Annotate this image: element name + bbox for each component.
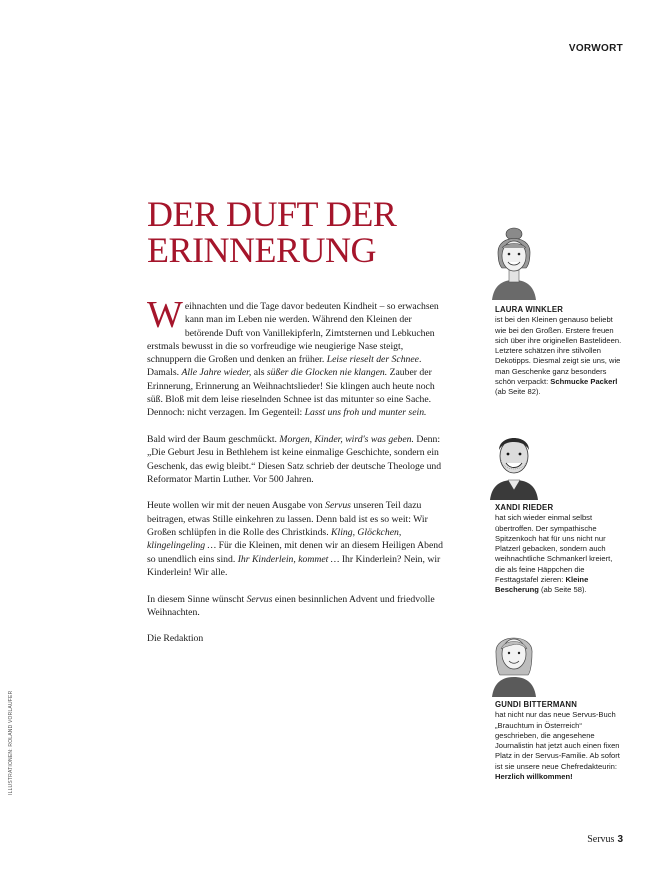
paragraph-1 — [147, 294, 447, 420]
profile-laura-winkler — [495, 305, 623, 398]
magazine-name: Servus — [325, 500, 351, 512]
text: Denn: „Die Geburt Jesu in Bethlehem ist keine einmalige Geschichte, sondern ein Geschenk, das ewig bleibt.“ Diesen Satz schrieb der deutsche Theologe und Reformator Martin Luther. Vor 500 Jahren. — [147, 433, 442, 485]
text: Ihr Kinderlein? Nein, wir Kinderlein! Wir alle. — [147, 553, 441, 578]
profile-xandi-rieder — [495, 503, 623, 596]
profile-name: XANDI RIEDER — [495, 503, 554, 512]
text: einen besinnlichen Advent und friedvolle Weihnachten. — [147, 593, 435, 618]
profile-name: LAURA WINKLER — [495, 305, 564, 314]
profile-text: ist bei den Kleinen genauso beliebt wie bei den Großen. Erstere freuen sich über ihre originellen Bastelideen. Letztere schätzen ihre stilvollen Dekotipps. Diesmal zeigt sie uns, wie man Geschenke ganz besonders schön verpackt: — [495, 315, 622, 387]
editorial-body — [147, 294, 447, 659]
text: Für die Kleinen, mit denen wir an diesem Heiligen Abend so unendlich eins sind. — [147, 540, 443, 565]
magazine-name: Servus — [246, 593, 273, 605]
drop-cap: W — [147, 294, 183, 336]
text: . Damals. — [147, 354, 422, 379]
page-title — [147, 196, 467, 268]
portrait-laura-winkler — [484, 222, 544, 300]
illustration-credit: ILLUSTRATIONEN: ROLAND VORLAUFER — [8, 690, 14, 795]
song-title: Kling, Glöckchen, klingelingeling … — [147, 527, 402, 552]
page-number: 3 — [617, 834, 623, 845]
song-title: Alle Jahre wieder, — [181, 367, 252, 379]
magazine-name: Servus — [587, 834, 615, 845]
page-reference: (ab Seite 82). — [495, 387, 541, 397]
profile-gundi-bittermann — [495, 700, 623, 782]
section-label: VORWORT — [568, 43, 623, 54]
page-footer — [587, 834, 623, 845]
title-line-1: DER DUFT DER — [147, 194, 397, 234]
signature: Die Redaktion — [147, 633, 204, 645]
text: Heute wollen wir mit der neuen Ausgabe von — [147, 500, 326, 512]
portrait-gundi-bittermann — [484, 619, 544, 697]
article-link[interactable]: Herzlich willkommen! — [495, 772, 573, 782]
profile-text: hat sich wieder einmal selbst übertroffen. Der sympathische Spitzenkoch hat für uns nicht nur Platzerl gebacken, sondern auch weihnachtliche Schmankerl kreiert, die als feine Häppchen die Festtagstafel zieren: — [495, 513, 613, 585]
text: eihnachten und die Tage davor bedeuten Kindheit – so erwachsen kann man im Leben nie werden. Während den Kleinen der betörende Duft von Vanillekipferln, Zimtsternen und Lebkuchen erstmals bewusst in die so vorfreudige wie neugierige Nase steigt, schnuppern die Großen und denken an früher. — [147, 301, 439, 366]
song-title: Ihr Kinderlein, kommet … — [237, 553, 340, 565]
portrait-xandi-rieder — [484, 422, 544, 500]
song-title: süßer die Glocken nie klangen. — [266, 367, 388, 379]
article-link[interactable]: Kleine Bescherung — [495, 575, 589, 595]
song-title: Leise rieselt der Schnee — [326, 354, 419, 366]
text: In diesem Sinne wünscht — [147, 593, 247, 605]
article-link[interactable]: Schmucke Packerl — [550, 377, 618, 387]
title-line-2: ERINNERUNG — [147, 230, 376, 270]
profile-text: hat nicht nur das neue Servus-Buch „Brauchtum in Österreich“ geschrieben, die angesehene Journalistin hat jetzt auch einen fixen Platz in der Servus-Familie. Ab sofort ist sie unsere neue Chefredakteurin: — [495, 710, 620, 771]
text: Bald wird der Baum geschmückt. — [147, 433, 280, 445]
paragraph-3 — [147, 499, 447, 579]
text: unseren Teil dazu beitragen, etwas Stille einkehren zu lassen. Denn bald ist es so weit: Wir Großen schlüpfen in die Rolle des Christkinds. — [147, 500, 428, 539]
song-title: Lasst uns froh und munter sein. — [304, 407, 427, 419]
profile-name: GUNDI BITTERMANN — [495, 700, 578, 709]
text: Zauber der Erinnerung, Erinnerung an Weihnachtslieder! Sie klingen auch heute noch süß. Bloß mit dem leise rieselnden Schnee ist das mitunter so eine Sache. Dennoch: nicht verzagen. Im Gegenteil: — [147, 367, 435, 419]
song-title: Morgen, Kinder, wird's was geben. — [279, 433, 414, 445]
page-reference: (ab Seite 58). — [538, 585, 587, 595]
text: als — [251, 367, 267, 379]
paragraph-4 — [147, 593, 447, 620]
paragraph-2 — [147, 433, 447, 486]
